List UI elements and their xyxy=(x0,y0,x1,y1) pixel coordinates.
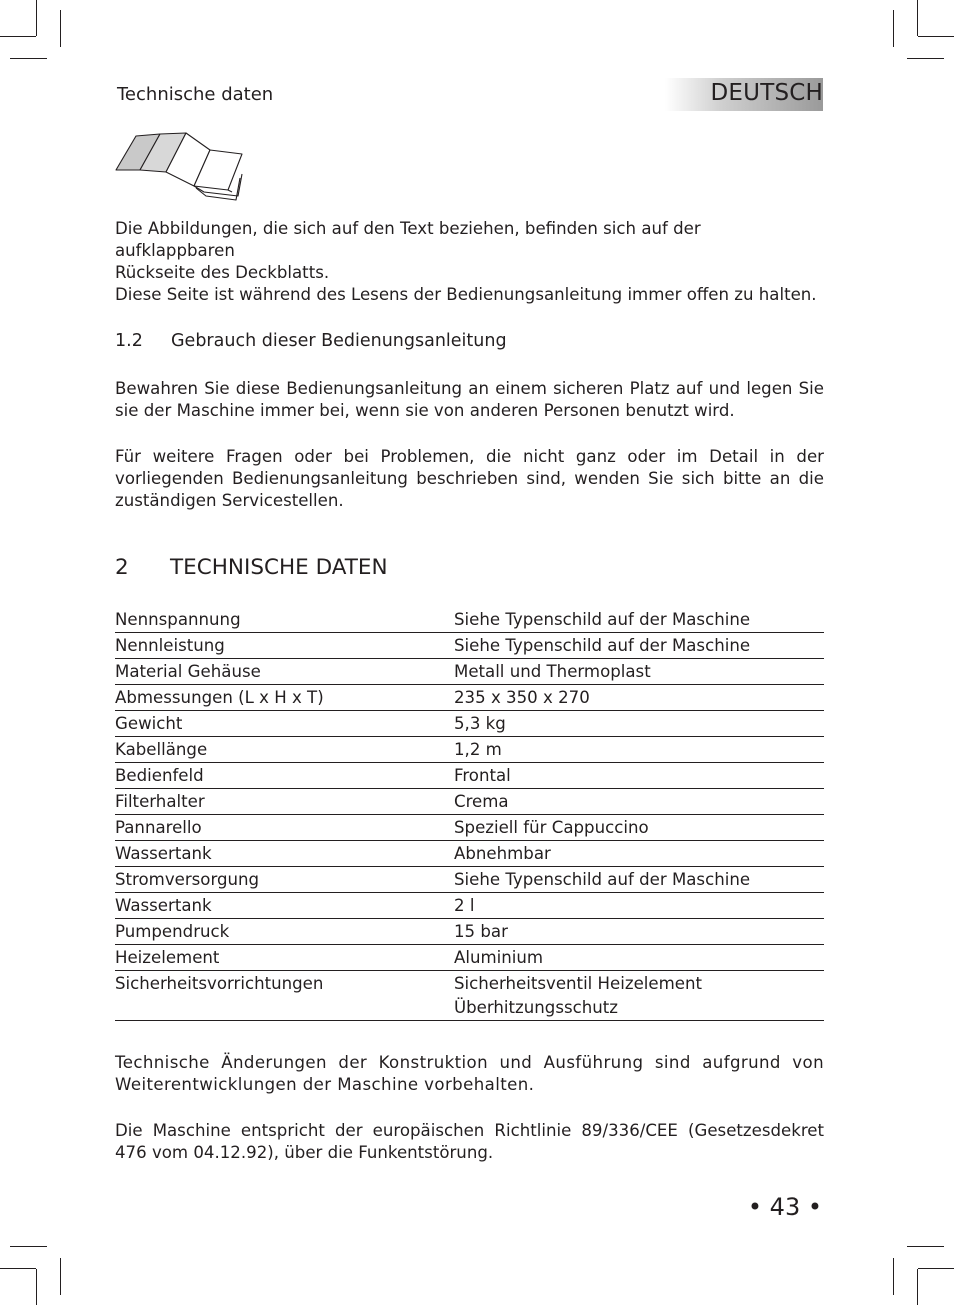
subsection-heading xyxy=(115,331,507,351)
spec-value: Metall und Thermoplast xyxy=(454,662,651,681)
spec-row xyxy=(115,867,824,893)
intro-paragraph xyxy=(115,218,824,306)
spec-value: Siehe Typenschild auf der Maschine xyxy=(454,636,751,655)
spec-key: Wassertank xyxy=(115,896,212,915)
spec-row xyxy=(115,789,824,815)
spec-value xyxy=(454,972,824,1020)
spec-row xyxy=(115,919,824,945)
spec-value: Aluminium xyxy=(454,948,544,967)
spec-value: Speziell für Cappuccino xyxy=(454,818,649,837)
spec-row xyxy=(115,971,824,1021)
spec-key: Abmessungen (L x H x T) xyxy=(115,688,324,707)
spec-row xyxy=(115,607,824,633)
section-heading xyxy=(115,555,388,580)
spec-key: Nennspannung xyxy=(115,610,241,629)
language-badge xyxy=(665,78,823,111)
spec-value: Siehe Typenschild auf der Maschine xyxy=(454,870,751,889)
spec-value-line: Sicherheitsventil Heizelement xyxy=(454,974,702,993)
spec-value: Siehe Typenschild auf der Maschine xyxy=(454,610,751,629)
spec-key: Pumpendruck xyxy=(115,922,230,941)
spec-key: Nennleistung xyxy=(115,636,225,655)
subsection-paragraph-2: Für weitere Fragen oder bei Problemen, die nicht ganz oder im Detail in der vorliegenden Bedienungsanleitung beschrieben sind, wenden Sie sich bitte an die zuständigen Servicestellen. xyxy=(115,447,824,510)
spec-value: Frontal xyxy=(454,766,511,785)
spec-value: 1,2 m xyxy=(454,740,502,759)
footer-note-2: Die Maschine entspricht der europäischen Richtlinie 89/336/CEE (Gesetzesdekret 476 vom 04.12.92), über die Funkentstörung. xyxy=(115,1121,824,1162)
spec-key: Pannarello xyxy=(115,818,202,837)
spec-key: Material Gehäuse xyxy=(115,662,261,681)
spec-value: Crema xyxy=(454,792,509,811)
spec-key: Stromversorgung xyxy=(115,870,260,889)
spec-row xyxy=(115,685,824,711)
spec-table xyxy=(115,607,824,1021)
intro-line: Die Abbildungen, die sich auf den Text beziehen, befinden sich auf der aufklappbaren xyxy=(115,219,701,260)
spec-value: 235 x 350 x 270 xyxy=(454,688,590,707)
spec-value-line: Überhitzungsschutz xyxy=(454,998,618,1017)
language-label: DEUTSCH xyxy=(710,80,823,106)
spec-row xyxy=(115,763,824,789)
spec-row xyxy=(115,841,824,867)
section-title-header: Technische daten xyxy=(117,84,274,105)
spec-value: 15 bar xyxy=(454,922,508,941)
spec-row xyxy=(115,711,824,737)
foldout-booklet-icon xyxy=(114,130,246,204)
spec-key: Gewicht xyxy=(115,714,183,733)
spec-row xyxy=(115,893,824,919)
spec-value: 5,3 kg xyxy=(454,714,506,733)
subsection-title: Gebrauch dieser Bedienungsanleitung xyxy=(171,331,507,351)
spec-key: Sicherheitsvorrichtungen xyxy=(115,974,324,993)
spec-value: Abnehmbar xyxy=(454,844,551,863)
section-title: TECHNISCHE DATEN xyxy=(170,555,388,580)
subsection-number: 1.2 xyxy=(115,331,143,351)
spec-row xyxy=(115,633,824,659)
section-number: 2 xyxy=(115,555,129,580)
intro-line: Rückseite des Deckblatts. xyxy=(115,263,330,282)
spec-key: Filterhalter xyxy=(115,792,205,811)
spec-row xyxy=(115,659,824,685)
page-number: • 43 • xyxy=(747,1193,822,1221)
footer-note-1: Technische Änderungen der Konstruktion und Ausführung sind aufgrund von Weiterentwicklungen der Maschine vorbehalten. xyxy=(115,1053,824,1094)
intro-line: Diese Seite ist während des Lesens der Bedienungsanleitung immer offen zu halten. xyxy=(115,285,817,304)
spec-row xyxy=(115,815,824,841)
spec-value: 2 l xyxy=(454,896,475,915)
subsection-paragraph-1: Bewahren Sie diese Bedienungsanleitung an einem sicheren Platz auf und legen Sie sie der Maschine immer bei, wenn sie von anderen Personen benutzt wird. xyxy=(115,379,824,420)
spec-key: Heizelement xyxy=(115,948,220,967)
spec-key: Wassertank xyxy=(115,844,212,863)
spec-row xyxy=(115,945,824,971)
spec-key: Bedienfeld xyxy=(115,766,204,785)
spec-row xyxy=(115,737,824,763)
spec-key: Kabellänge xyxy=(115,740,208,759)
